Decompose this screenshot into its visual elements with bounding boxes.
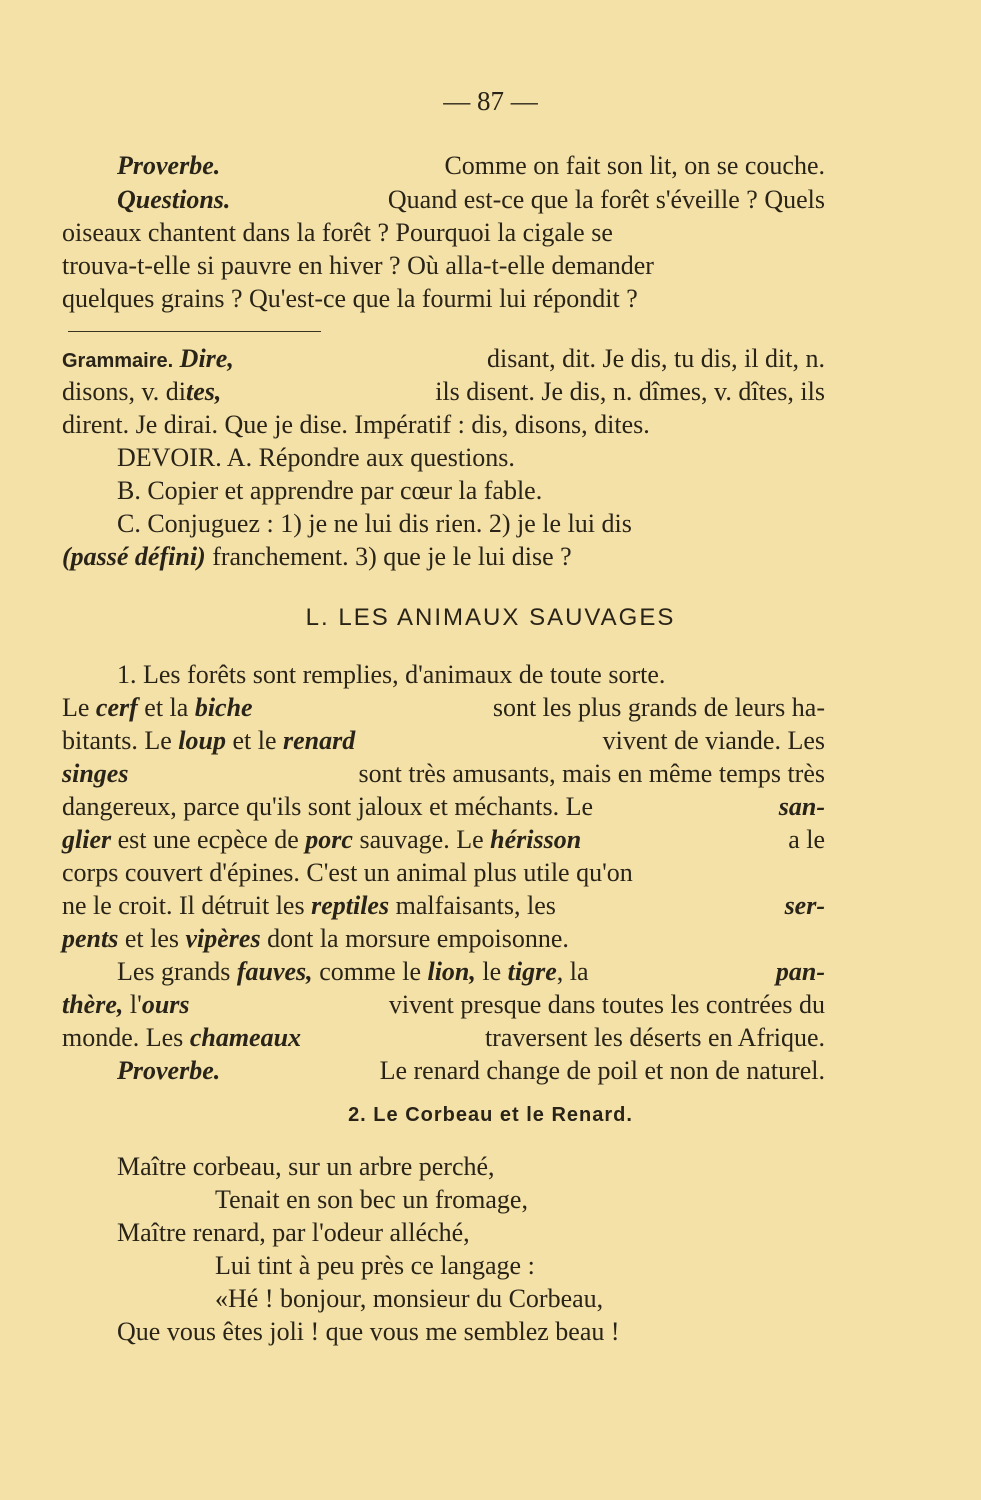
section1-line-4 — [62, 758, 825, 790]
devoir-line-c2 — [62, 541, 572, 573]
section1-line-10 — [117, 956, 825, 988]
text-span: et le — [232, 726, 277, 755]
grammaire-label: Grammaire. — [62, 350, 174, 372]
poem-line-6: Que vous êtes joli ! que vous me semblez beau ! — [117, 1317, 620, 1346]
text-span: disons, v. di — [62, 377, 186, 406]
poem-line-5: «Hé ! bonjour, monsieur du Corbeau, — [215, 1284, 604, 1313]
devoir-a: A. Répondre aux questions. — [226, 443, 515, 472]
proverbe-text: Comme on fait son lit, on se couche. — [444, 151, 825, 180]
text-span: le — [482, 957, 502, 986]
section1-line-5 — [62, 791, 825, 823]
text-span: tes, — [186, 377, 222, 406]
text-span: monde. Les — [62, 1023, 184, 1052]
text-span: pents — [62, 924, 119, 953]
text-span: lion, — [427, 957, 476, 986]
text-span: C. Conjuguez : 1) je ne lui dis rien. 2) je le lui dis — [117, 509, 632, 538]
section1-line-7 — [62, 857, 825, 889]
questions-text: Quand est-ce que la forêt s'éveille ? Quels — [387, 185, 825, 214]
text-span: Le renard change de poil et non de naturel. — [379, 1056, 825, 1085]
section1-line-8 — [62, 890, 825, 922]
text-span: est une ecpèce de — [117, 825, 299, 854]
questions-line-1 — [117, 184, 825, 216]
poem-line-1: Maître corbeau, sur un arbre perché, — [117, 1152, 495, 1181]
text-span: chameaux — [189, 1023, 302, 1052]
text-span: hérisson — [490, 825, 582, 854]
text-span: 1. Les forêts sont remplies, d'animaux de toute sorte. — [117, 660, 666, 689]
poem-line-3: Maître renard, par l'odeur alléché, — [117, 1218, 470, 1247]
text-span: Le — [62, 693, 90, 722]
text-span: biche — [194, 693, 253, 722]
text-span: Proverbe. — [117, 1056, 221, 1085]
poem-line-4: Lui tint à peu près ce langage : — [215, 1251, 535, 1280]
text-span: vivent presque dans toutes les contrées du — [388, 990, 825, 1019]
text-span: l' — [129, 990, 142, 1019]
section1-line-12 — [62, 1022, 825, 1054]
text-span: singes — [62, 759, 129, 788]
text-span: ils disent. Je dis, n. dîmes, v. dîtes, ils — [435, 377, 825, 406]
text-span: franchement. 3) que je le lui dise ? — [212, 542, 572, 571]
proverbe-line — [117, 150, 825, 182]
section-divider — [68, 331, 321, 332]
section1-line-3 — [62, 725, 825, 757]
text-span: tigre — [507, 957, 557, 986]
questions-line-3 — [62, 250, 825, 282]
text-span: pan- — [775, 957, 825, 986]
text-span: sauvage. Le — [359, 825, 484, 854]
text-span: B. Copier et apprendre par cœur la fable. — [117, 476, 543, 505]
text-span: renard — [282, 726, 356, 755]
devoir-line-a — [117, 442, 515, 474]
text-span: malfaisants, les — [395, 891, 556, 920]
text-span: , la — [556, 957, 589, 986]
text-span: ser- — [784, 891, 825, 920]
text-span: Les grands — [117, 957, 231, 986]
text-span: thère, — [62, 990, 124, 1019]
section2-title: 2. Le Corbeau et le Renard. — [348, 1104, 633, 1126]
text-span: a le — [788, 825, 825, 854]
chapter-title: L. LES ANIMAUX SAUVAGES — [305, 604, 676, 631]
text-span: dangereux, parce qu'ils sont jaloux et méchants. Le — [62, 792, 594, 821]
section1-line-6 — [62, 824, 825, 856]
text-span: traversent les déserts en Afrique. — [484, 1023, 825, 1052]
grammaire-line-3 — [62, 409, 825, 441]
text-span: reptiles — [311, 891, 390, 920]
grammaire-line-2 — [62, 376, 825, 408]
questions-line-2 — [62, 217, 825, 249]
section1-line-2 — [62, 692, 825, 724]
text-span: fauves, — [236, 957, 313, 986]
text-span: (passé défini) — [62, 542, 206, 571]
text-span: bitants. Le — [62, 726, 172, 755]
text-span: cerf — [95, 693, 138, 722]
text-span: vivent de viande. Les — [602, 726, 825, 755]
text-span: sont très amusants, mais en même temps très — [358, 759, 825, 788]
text-span: loup — [178, 726, 226, 755]
text-span: porc — [305, 825, 353, 854]
text-span: corps couvert d'épines. C'est un animal plus utile qu'on — [62, 858, 633, 887]
devoir-line-b — [117, 475, 542, 507]
section1-line-1 — [117, 659, 825, 691]
grammaire-line1-rest: disant, dit. Je dis, tu dis, il dit, n. — [486, 344, 825, 373]
poem-line-2: Tenait en son bec un fromage, — [215, 1185, 528, 1214]
grammaire-dire: Dire, — [179, 344, 234, 373]
text-span: quelques grains ? Qu'est-ce que la fourmi lui répondit ? — [62, 284, 638, 313]
text-span: et la — [144, 693, 189, 722]
text-span: dirent. Je dirai. Que je dise. Impératif : dis, disons, dites. — [62, 410, 650, 439]
text-span: comme le — [319, 957, 421, 986]
text-span: ours — [141, 990, 190, 1019]
questions-line-4 — [62, 283, 825, 315]
text-span: ne le croit. Il détruit les — [62, 891, 305, 920]
questions-label: Questions. — [117, 185, 231, 214]
text-span: et les — [124, 924, 179, 953]
grammaire-line-1 — [62, 343, 825, 377]
section1-line-9 — [62, 923, 569, 955]
section1-line-11 — [62, 989, 825, 1021]
text-span: san- — [778, 792, 825, 821]
devoir-line-c — [117, 508, 825, 540]
proverbe-label: Proverbe. — [117, 151, 221, 180]
text-span: glier — [62, 825, 112, 854]
page-number: — 87 — — [443, 86, 538, 116]
section1-proverbe — [117, 1055, 825, 1087]
text-span: sont les plus grands de leurs ha- — [492, 693, 825, 722]
devoir-label: DEVOIR. — [117, 443, 222, 472]
text-span: oiseaux chantent dans la forêt ? Pourquoi la cigale se — [62, 218, 613, 247]
text-span: dont la morsure empoisonne. — [267, 924, 569, 953]
text-span: vipères — [185, 924, 261, 953]
text-span: trouva-t-elle si pauvre en hiver ? Où alla-t-elle demander — [62, 251, 654, 280]
